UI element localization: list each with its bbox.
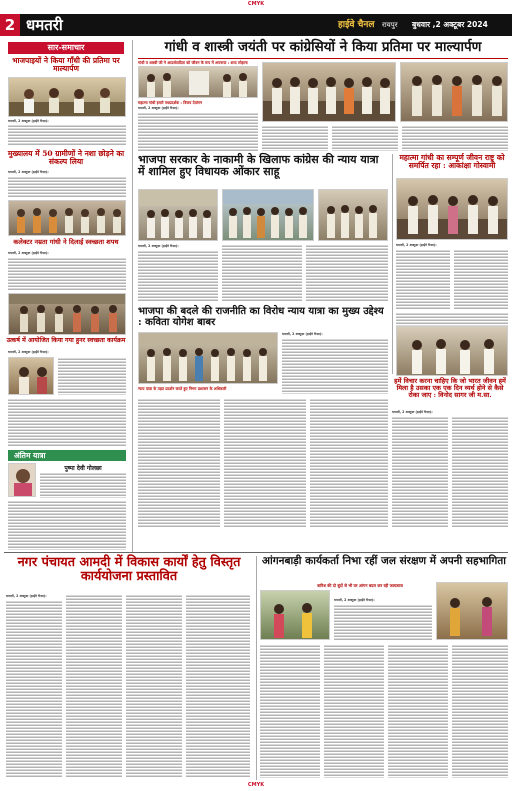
cmyk-mark-bottom: CMYK: [247, 782, 265, 788]
sidebar-headline-2: मुख्यालय में 50 ग्रामीणों ने नशा छोड़ने का संकल्प लिया: [7, 149, 125, 167]
yatra-headline: भाजपा की बदले की राजनीति का विरोध न्याय यात्रा का मुख्य उद्देश्य : कविता योगेश बाबर: [138, 306, 384, 329]
section-title: धमतरी: [26, 16, 63, 34]
bottom-divider: [4, 552, 508, 553]
sidebar-headline-4: उत्कर्ष में आयोजित किया गया हुनर स्वच्छता कार्यक्रम: [6, 337, 126, 344]
main-body-3: [332, 125, 398, 151]
sidebar-body-4a: [58, 357, 126, 395]
cmyk-mark-top: CMYK: [247, 1, 265, 7]
main-headline: गांधी व शास्त्री जयंती पर कांग्रेसियों ने किया प्रतिमा पर माल्यार्पण: [164, 39, 482, 55]
sidebar-photo-2: [8, 200, 126, 236]
sidebar-photo-4: [8, 357, 54, 395]
sidebar-dateline-1: धमतरी, 2 अक्टूबर (हाईवे चैनल)।: [8, 119, 49, 123]
sagar-body-1: [392, 416, 448, 528]
obituary-body: [40, 472, 126, 498]
obituary-label: अंतिम यात्रा: [8, 450, 126, 461]
municipal-body-3: [126, 594, 182, 778]
rally-dateline: धमतरी, 2 अक्टूबर (हाईवे चैनल)।: [138, 244, 179, 248]
anganwadi-photo-2: [436, 582, 508, 640]
column-divider: [132, 40, 133, 552]
sagar-photo: [396, 326, 508, 376]
gandhi-body-1: [396, 249, 450, 309]
sidebar-photo-3: [8, 293, 126, 335]
municipal-dateline: धमतरी, 2 अक्टूबर (हाईवे चैनल)।: [6, 594, 47, 598]
anganwadi-body-1: [260, 644, 320, 778]
sidebar-dateline-4: धमतरी, 2 अक्टूबर (हाईवे चैनल)।: [8, 350, 49, 354]
main-dateline: धमतरी, 2 अक्टूबर (हाईवे चैनल)।: [138, 106, 179, 110]
sidebar-body-2: [8, 176, 126, 198]
yatra-photo: [138, 332, 278, 384]
sidebar-dateline-2: धमतरी, 2 अक्टूबर (हाईवे चैनल)।: [8, 170, 49, 174]
gandhi-dateline: धमतरी, 2 अक्टूबर (हाईवे चैनल)।: [396, 243, 437, 247]
sidebar-headline-3: कलेक्टर नम्रता गांधी ने दिलाई स्वच्छता शपथ: [13, 238, 119, 246]
rally-photo-2: [222, 189, 314, 241]
anganwadi-photo-1: [260, 590, 330, 640]
municipal-body-4: [186, 594, 250, 778]
sidebar-headline-1: भाजपाइयों ने किया गाँधी की प्रतिमा पर माल्यार्पण: [12, 56, 120, 74]
main-body-1: [138, 112, 258, 152]
municipal-body-1: [6, 600, 62, 778]
sagar-dateline: धमतरी, 2 अक्टूबर (हाईवे चैनल)।: [392, 410, 433, 414]
paper-name: हाईवे चैनल: [338, 20, 375, 30]
sidebar-body-1: [8, 124, 126, 146]
main-photo-1: [138, 66, 258, 98]
rally-body-2: [222, 244, 302, 302]
main-photo-caption-1: गांधी व शास्त्री जी ने आदर्शवादिता को जीवन के रूप में अपनाया : शरद लोहाना: [138, 60, 248, 65]
sidebar-dateline-3: धमतरी, 2 अक्टूबर (हाईवे चैनल)।: [8, 251, 49, 255]
sidebar-body-5: [8, 500, 126, 550]
municipal-headline: नगर पंचायत आमदी में विकास कार्यों हेतु विस्तृत कार्ययोजना प्रस्तावित: [17, 555, 241, 585]
bottom-column-divider: [256, 556, 257, 780]
sagar-headline: हमें विचार करना चाहिए कि जो भारत जीवन हमें मिला है उसका एक एक दिन व्यर्थ होने से कैसे रोका जाए : विनोद सागर जी म.सा.: [394, 377, 506, 400]
yatra-dateline: धमतरी, 2 अक्टूबर (हाईवे चैनल)।: [282, 332, 323, 336]
yatra-photo-caption: न्याय यात्रा के तहत प्रदर्शन करते हुए निगम प्रशासन के अधिकारी: [138, 386, 227, 391]
gandhi-headline: महात्मा गांधी का सम्पूर्ण जीवन राष्ट्र को समर्पित रहा : आकांक्षा गोस्वामी: [399, 153, 505, 171]
city-name: रायपुर: [382, 21, 398, 29]
gandhi-photo: [396, 178, 508, 240]
main-photo-caption-2: महात्मा गांधी हमारे पथप्रदर्शक : विजय देवांगन: [138, 100, 203, 105]
yatra-body-top: [282, 338, 388, 394]
municipal-body-2: [66, 594, 122, 778]
anganwadi-dateline: धमतरी, 2 अक्टूबर (हाईवे चैनल)।: [334, 598, 375, 602]
sidebar-photo-1: [8, 77, 126, 117]
anganwadi-body-2: [324, 644, 384, 778]
yatra-body-1: [138, 398, 220, 528]
anganwadi-body-3: [388, 644, 448, 778]
yatra-body-3: [310, 398, 388, 528]
obituary-photo: [8, 463, 36, 497]
rally-body-3: [306, 244, 388, 302]
rally-photo-3: [318, 189, 388, 241]
sidebar-label: सार-समाचार: [8, 42, 124, 54]
main-photo-3: [400, 62, 508, 122]
main-body-4: [402, 125, 508, 151]
anganwadi-headline: आंगनबाड़ी कार्यकर्ता निभा रहीं जल संरक्षण में अपनी सहभागिता: [262, 555, 506, 567]
rally-photo-1: [138, 189, 218, 241]
main-body-2: [262, 125, 328, 151]
rally-body-1: [138, 250, 218, 302]
masthead: [0, 14, 512, 36]
sagar-body-2: [452, 416, 508, 528]
anganwadi-body-top: [334, 604, 432, 640]
column-divider-right: [392, 154, 393, 374]
obituary-name: पुष्पा देवी गोलछा: [64, 465, 102, 472]
gandhi-body-2: [454, 249, 508, 309]
yatra-body-2: [224, 398, 306, 528]
sidebar-body-4b: [8, 398, 126, 446]
rally-headline: भाजपा सरकार के नाकामी के खिलाफ कांग्रेस की न्याय यात्रा में शामिल हुए विधायक ओंकार साहू: [138, 153, 379, 179]
sidebar-body-3: [8, 257, 126, 291]
anganwadi-body-4: [452, 644, 508, 778]
page-number: 2: [0, 14, 20, 36]
anganwadi-deck: बारिश की दो बूंदों से भी घर आंगन बदल कर रही जल्दबाज: [317, 583, 403, 588]
date-line: बुधवार ,2 अक्टूबर 2024: [412, 20, 488, 29]
main-photo-2: [262, 62, 396, 122]
